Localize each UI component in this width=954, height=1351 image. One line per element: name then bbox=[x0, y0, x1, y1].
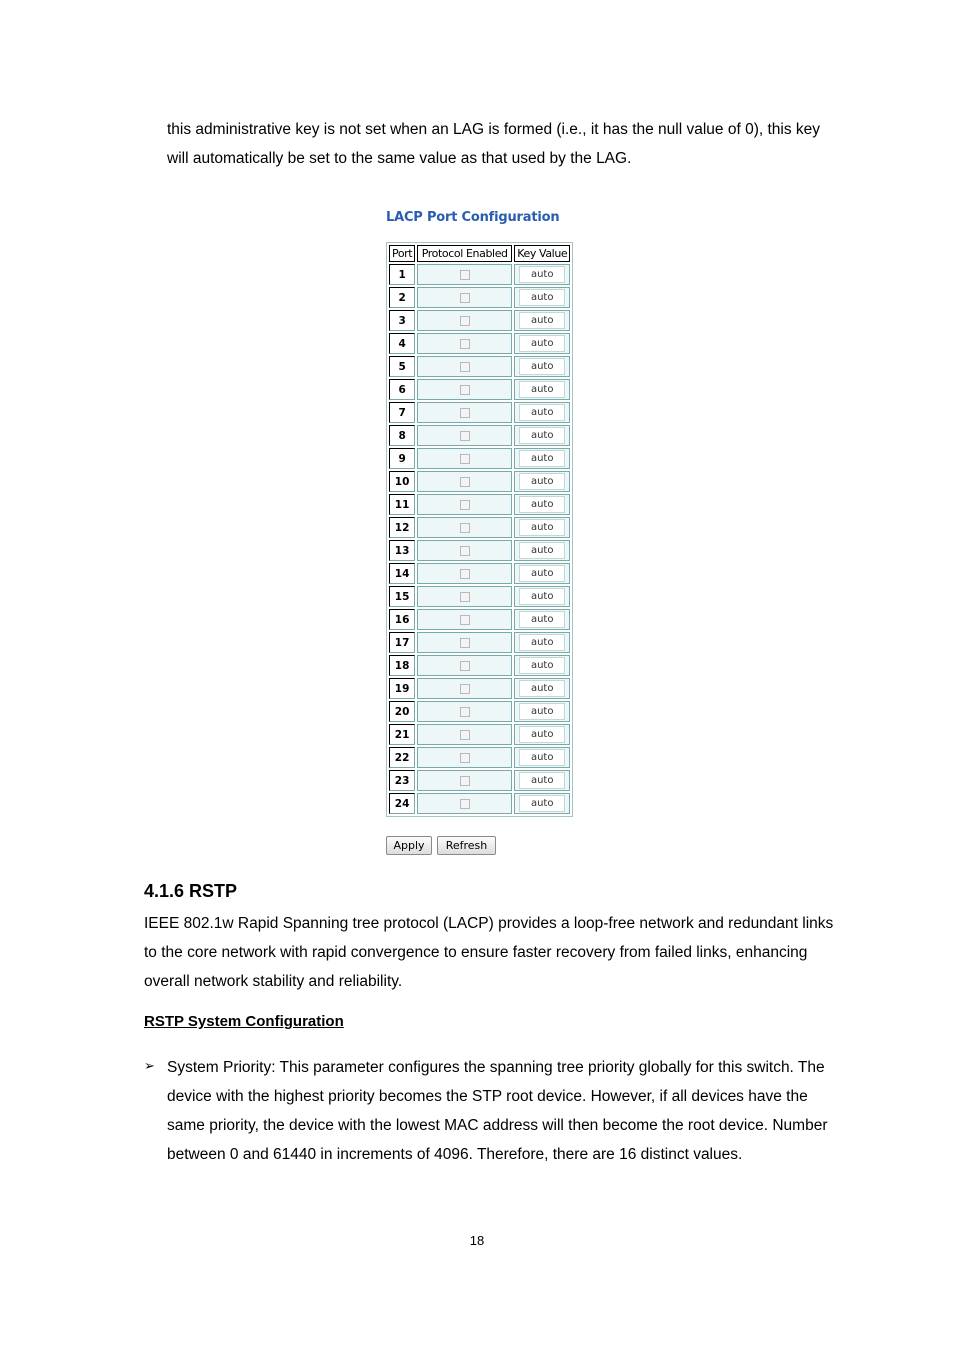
protocol-cell bbox=[417, 425, 512, 446]
key-value-cell bbox=[514, 402, 570, 423]
protocol-cell bbox=[417, 632, 512, 653]
port-number: 3 bbox=[389, 310, 415, 331]
table-row bbox=[389, 747, 570, 768]
protocol-enabled-checkbox[interactable] bbox=[460, 316, 470, 326]
protocol-cell bbox=[417, 264, 512, 285]
protocol-cell bbox=[417, 563, 512, 584]
protocol-enabled-checkbox[interactable] bbox=[460, 684, 470, 694]
apply-button[interactable]: Apply bbox=[386, 836, 432, 855]
port-column-header: Port bbox=[389, 245, 415, 262]
port-number: 17 bbox=[389, 632, 415, 653]
protocol-enabled-checkbox[interactable] bbox=[460, 799, 470, 809]
key-value-cell bbox=[514, 724, 570, 745]
protocol-cell bbox=[417, 540, 512, 561]
protocol-enabled-checkbox[interactable] bbox=[460, 661, 470, 671]
port-number: 15 bbox=[389, 586, 415, 607]
protocol-cell bbox=[417, 517, 512, 538]
protocol-enabled-checkbox[interactable] bbox=[460, 431, 470, 441]
key-value-cell bbox=[514, 655, 570, 676]
port-number: 21 bbox=[389, 724, 415, 745]
table-row bbox=[389, 678, 570, 699]
key-value-input[interactable]: auto bbox=[519, 657, 565, 674]
protocol-cell bbox=[417, 747, 512, 768]
protocol-enabled-checkbox[interactable] bbox=[460, 569, 470, 579]
key-value-input[interactable]: auto bbox=[519, 266, 565, 283]
protocol-cell bbox=[417, 287, 512, 308]
refresh-button[interactable]: Refresh bbox=[437, 836, 496, 855]
figure-title: LACP Port Configuration bbox=[386, 210, 560, 225]
port-number: 8 bbox=[389, 425, 415, 446]
protocol-cell bbox=[417, 701, 512, 722]
port-number: 10 bbox=[389, 471, 415, 492]
key-value-input[interactable]: auto bbox=[519, 312, 565, 329]
intro-paragraph: this administrative key is not set when an LAG is formed (i.e., it has the null value of 0), this key will automatically be set to the same value as that used by the LAG. bbox=[167, 121, 821, 167]
port-number: 16 bbox=[389, 609, 415, 630]
protocol-enabled-checkbox[interactable] bbox=[460, 615, 470, 625]
port-number: 4 bbox=[389, 333, 415, 354]
protocol-cell bbox=[417, 310, 512, 331]
table-row bbox=[389, 287, 570, 308]
protocol-cell bbox=[417, 609, 512, 630]
protocol-enabled-checkbox[interactable] bbox=[460, 523, 470, 533]
table-row bbox=[389, 264, 570, 285]
port-number: 24 bbox=[389, 793, 415, 814]
key-value-input[interactable]: auto bbox=[519, 381, 565, 398]
protocol-enabled-checkbox[interactable] bbox=[460, 592, 470, 602]
protocol-cell bbox=[417, 793, 512, 814]
system-priority-bullet: System Priority: This parameter configures the spanning tree priority globally for this switch. The device with the highest priority becomes the STP root device. However, if all devices have the same priority, the device with the lowest MAC address will then become the root device. Number between 0 and 61440 in increments of 4096. Therefore, there are 16 distinct values. bbox=[167, 1059, 828, 1163]
table-row bbox=[389, 701, 570, 722]
key-value-cell bbox=[514, 609, 570, 630]
port-number: 23 bbox=[389, 770, 415, 791]
key-value-input[interactable]: auto bbox=[519, 795, 565, 812]
port-number: 18 bbox=[389, 655, 415, 676]
protocol-cell bbox=[417, 655, 512, 676]
key-value-cell bbox=[514, 540, 570, 561]
protocol-cell bbox=[417, 333, 512, 354]
key-value-cell bbox=[514, 586, 570, 607]
protocol-enabled-checkbox[interactable] bbox=[460, 339, 470, 349]
protocol-enabled-checkbox[interactable] bbox=[460, 707, 470, 717]
port-number: 20 bbox=[389, 701, 415, 722]
port-number: 11 bbox=[389, 494, 415, 515]
key-value-cell bbox=[514, 471, 570, 492]
protocol-enabled-checkbox[interactable] bbox=[460, 454, 470, 464]
protocol-cell bbox=[417, 402, 512, 423]
port-number: 1 bbox=[389, 264, 415, 285]
port-number: 6 bbox=[389, 379, 415, 400]
port-number: 7 bbox=[389, 402, 415, 423]
key-value-column-header: Key Value bbox=[514, 245, 570, 262]
protocol-enabled-checkbox[interactable] bbox=[460, 385, 470, 395]
protocol-cell bbox=[417, 724, 512, 745]
protocol-enabled-checkbox[interactable] bbox=[460, 408, 470, 418]
key-value-input[interactable]: auto bbox=[519, 611, 565, 628]
protocol-cell bbox=[417, 678, 512, 699]
page-number: 18 bbox=[469, 1233, 485, 1248]
key-value-input[interactable]: auto bbox=[519, 542, 565, 559]
key-value-input[interactable]: auto bbox=[519, 588, 565, 605]
table-row bbox=[389, 402, 570, 423]
key-value-cell bbox=[514, 770, 570, 791]
table-row bbox=[389, 724, 570, 745]
key-value-cell bbox=[514, 793, 570, 814]
key-value-input[interactable]: auto bbox=[519, 519, 565, 536]
table-row bbox=[389, 471, 570, 492]
key-value-cell bbox=[514, 333, 570, 354]
port-number: 22 bbox=[389, 747, 415, 768]
lacp-port-table bbox=[386, 242, 573, 817]
port-number: 9 bbox=[389, 448, 415, 469]
protocol-enabled-checkbox[interactable] bbox=[460, 362, 470, 372]
protocol-cell bbox=[417, 448, 512, 469]
protocol-enabled-checkbox[interactable] bbox=[460, 776, 470, 786]
table-row bbox=[389, 632, 570, 653]
key-value-input[interactable]: auto bbox=[519, 680, 565, 697]
protocol-cell bbox=[417, 494, 512, 515]
table-row bbox=[389, 770, 570, 791]
rstp-description: IEEE 802.1w Rapid Spanning tree protocol (LACP) provides a loop-free network and redundant links to the core network with rapid convergence to ensure faster recovery from failed links, enhancing overall network stability and reliability. bbox=[144, 915, 834, 990]
table-row bbox=[389, 379, 570, 400]
key-value-input[interactable]: auto bbox=[519, 772, 565, 789]
key-value-cell bbox=[514, 701, 570, 722]
key-value-input[interactable]: auto bbox=[519, 703, 565, 720]
key-value-cell bbox=[514, 310, 570, 331]
protocol-enabled-checkbox[interactable] bbox=[460, 500, 470, 510]
arrow-bullet-icon: ➢ bbox=[144, 1058, 155, 1073]
protocol-enabled-checkbox[interactable] bbox=[460, 270, 470, 280]
key-value-input[interactable]: auto bbox=[519, 335, 565, 352]
key-value-input[interactable]: auto bbox=[519, 473, 565, 490]
key-value-cell bbox=[514, 448, 570, 469]
rstp-system-configuration-heading: RSTP System Configuration bbox=[144, 1013, 344, 1030]
key-value-cell bbox=[514, 379, 570, 400]
protocol-cell bbox=[417, 586, 512, 607]
protocol-cell bbox=[417, 471, 512, 492]
key-value-cell bbox=[514, 747, 570, 768]
key-value-cell bbox=[514, 517, 570, 538]
protocol-enabled-checkbox[interactable] bbox=[460, 730, 470, 740]
key-value-cell bbox=[514, 632, 570, 653]
key-value-input[interactable]: auto bbox=[519, 450, 565, 467]
table-row bbox=[389, 609, 570, 630]
table-row bbox=[389, 540, 570, 561]
table-row bbox=[389, 356, 570, 377]
protocol-enabled-checkbox[interactable] bbox=[460, 638, 470, 648]
table-row bbox=[389, 333, 570, 354]
table-row bbox=[389, 517, 570, 538]
key-value-cell bbox=[514, 287, 570, 308]
protocol-cell bbox=[417, 379, 512, 400]
key-value-input[interactable]: auto bbox=[519, 496, 565, 513]
protocol-enabled-checkbox[interactable] bbox=[460, 477, 470, 487]
table-row bbox=[389, 448, 570, 469]
table-row bbox=[389, 586, 570, 607]
key-value-input[interactable]: auto bbox=[519, 404, 565, 421]
key-value-cell bbox=[514, 356, 570, 377]
protocol-enabled-checkbox[interactable] bbox=[460, 293, 470, 303]
key-value-input[interactable]: auto bbox=[519, 634, 565, 651]
port-number: 2 bbox=[389, 287, 415, 308]
protocol-enabled-checkbox[interactable] bbox=[460, 753, 470, 763]
table-row bbox=[389, 655, 570, 676]
port-number: 5 bbox=[389, 356, 415, 377]
key-value-cell bbox=[514, 494, 570, 515]
table-row bbox=[389, 494, 570, 515]
section-heading: 4.1.6 RSTP bbox=[144, 881, 238, 901]
table-row bbox=[389, 310, 570, 331]
protocol-enabled-checkbox[interactable] bbox=[460, 546, 470, 556]
port-number: 12 bbox=[389, 517, 415, 538]
table-row bbox=[389, 793, 570, 814]
key-value-cell bbox=[514, 678, 570, 699]
key-value-input[interactable]: auto bbox=[519, 358, 565, 375]
port-number: 14 bbox=[389, 563, 415, 584]
key-value-input[interactable]: auto bbox=[519, 565, 565, 582]
protocol-cell bbox=[417, 356, 512, 377]
table-row bbox=[389, 563, 570, 584]
key-value-input[interactable]: auto bbox=[519, 427, 565, 444]
key-value-input[interactable]: auto bbox=[519, 749, 565, 766]
port-number: 19 bbox=[389, 678, 415, 699]
table-header-row bbox=[389, 245, 570, 262]
key-value-cell bbox=[514, 264, 570, 285]
table-row bbox=[389, 425, 570, 446]
key-value-input[interactable]: auto bbox=[519, 726, 565, 743]
protocol-cell bbox=[417, 770, 512, 791]
key-value-cell bbox=[514, 425, 570, 446]
key-value-input[interactable]: auto bbox=[519, 289, 565, 306]
key-value-cell bbox=[514, 563, 570, 584]
protocol-enabled-column-header: Protocol Enabled bbox=[417, 245, 512, 262]
port-number: 13 bbox=[389, 540, 415, 561]
